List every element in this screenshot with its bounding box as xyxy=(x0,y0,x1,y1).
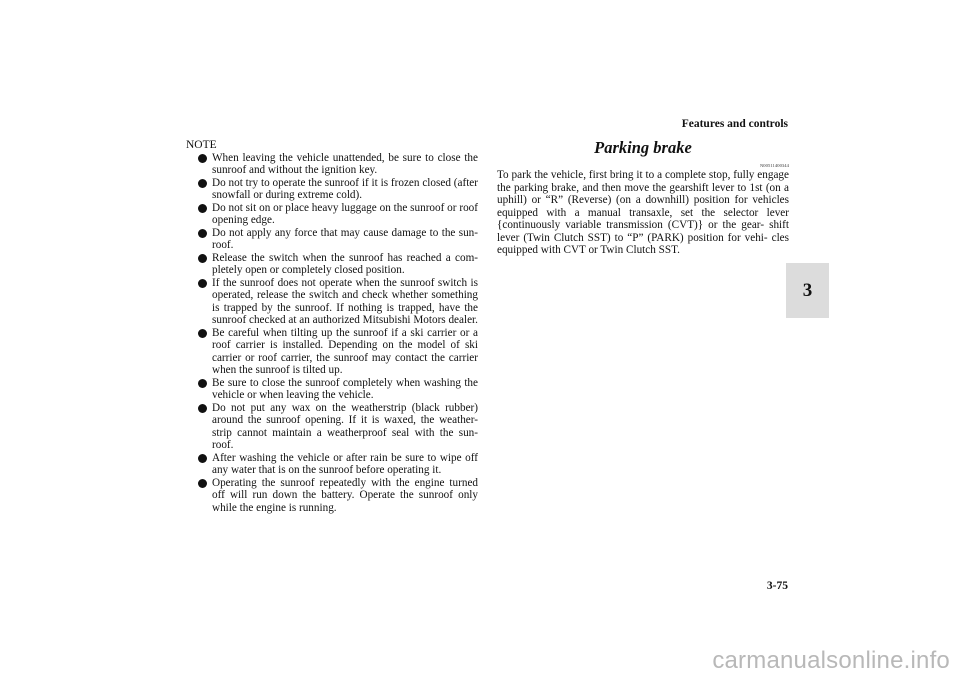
bullet-icon xyxy=(198,229,207,238)
note-item xyxy=(186,402,478,452)
note-item xyxy=(186,277,478,327)
note-item-text: Release the switch when the sunroof has reached a com- pletely open or completely closed position. xyxy=(212,251,478,276)
section-title: Parking brake xyxy=(594,138,692,157)
note-item xyxy=(186,452,478,477)
note-item-text: After washing the vehicle or after rain be sure to wipe off any water that is on the sunroof before operating it. xyxy=(212,451,478,476)
note-item xyxy=(186,227,478,252)
note-item-text: Do not put any wax on the weatherstrip (black rubber) around the sunroof opening. If it is waxed, the weather- strip cannot maintain a weatherproof seal with the sun- roof. xyxy=(212,401,478,451)
note-item xyxy=(186,202,478,227)
note-item xyxy=(186,477,478,515)
bullet-icon xyxy=(198,379,207,388)
note-column xyxy=(186,139,478,514)
note-item-text: Be careful when tilting up the sunroof if a ski carrier or a roof carrier is installed. Depending on the model of ski carrier or roof carrier, the sunroof may contact the carrier when the sunroof is tilted up. xyxy=(212,326,478,376)
note-label: NOTE xyxy=(186,139,217,151)
bullet-icon xyxy=(198,454,207,463)
note-item xyxy=(186,177,478,202)
note-item-text: Do not sit on or place heavy luggage on the sunroof or roof opening edge. xyxy=(212,201,478,226)
note-list xyxy=(186,152,478,515)
note-item xyxy=(186,152,478,177)
note-item xyxy=(186,377,478,402)
bullet-icon xyxy=(198,154,207,163)
running-header: Features and controls xyxy=(681,118,788,130)
note-item-text: If the sunroof does not operate when the sunroof switch is operated, release the switch and check whether something is trapped by the sunroof. If nothing is trapped, have the sunroof checked at an authorized Mitsubishi Motors dealer. xyxy=(212,276,478,326)
note-item-text: Do not try to operate the sunroof if it is frozen closed (after snowfall or during extreme cold). xyxy=(212,176,478,201)
bullet-icon xyxy=(198,204,207,213)
page-number: 3-75 xyxy=(766,580,788,592)
bullet-icon xyxy=(198,329,207,338)
bullet-icon xyxy=(198,479,207,488)
note-item-text: Be sure to close the sunroof completely when washing the vehicle or when leaving the vehicle. xyxy=(212,376,478,401)
note-item xyxy=(186,327,478,377)
watermark: carmanualsonline.info xyxy=(712,647,950,674)
note-item-text: When leaving the vehicle unattended, be sure to close the sunroof and without the ignition key. xyxy=(212,151,478,176)
bullet-icon xyxy=(198,254,207,263)
note-item xyxy=(186,252,478,277)
bullet-icon xyxy=(198,404,207,413)
chapter-tab: 3 xyxy=(786,263,829,318)
bullet-icon xyxy=(198,279,207,288)
note-item-text: Do not apply any force that may cause damage to the sun- roof. xyxy=(212,226,478,251)
document-code: N00511400344 xyxy=(759,163,789,168)
bullet-icon xyxy=(198,179,207,188)
parking-brake-section xyxy=(497,139,789,257)
note-item-text: Operating the sunroof repeatedly with the engine turned off will run down the battery. Operate the sunroof only while the engine is running. xyxy=(212,476,478,514)
section-body: To park the vehicle, first bring it to a complete stop, fully engage the parking brake, and then move the gearshift lever to 1st (on a uphill) or “R” (Reverse) (on a downhill) position for vehicles equipped with a manual transaxle, set the selector lever {continuously variable transmission (CVT)} or the gear- shift lever (Twin Clutch SST) to “P” (PARK) position for vehi- cles equipped with CVT or Twin Clutch SST. xyxy=(497,169,789,256)
